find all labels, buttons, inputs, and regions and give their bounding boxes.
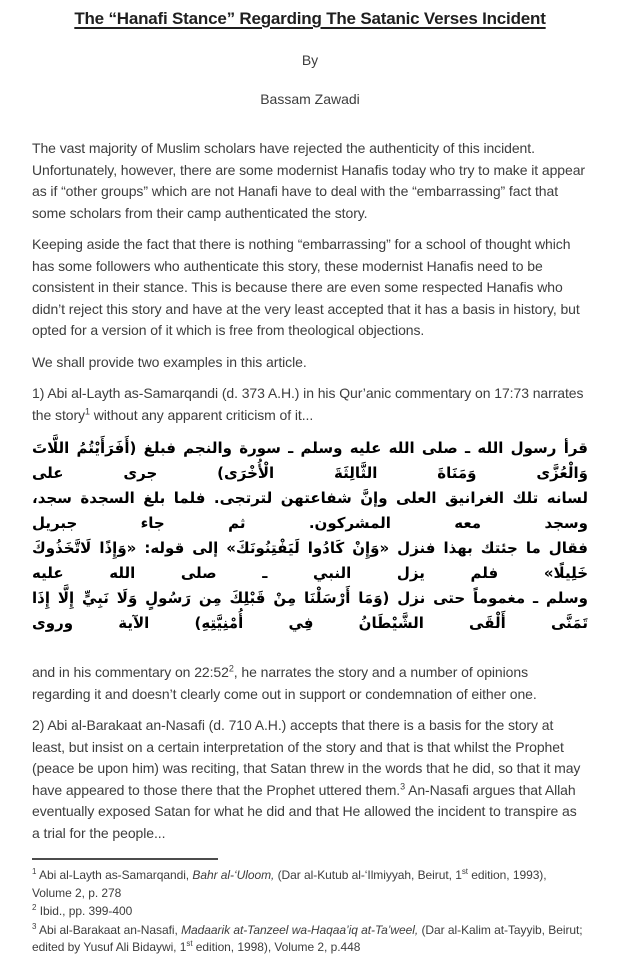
footnote-3-ordinal: st [186,939,193,948]
arabic-quote-block [32,436,588,636]
paragraph-samarqandi [32,383,588,426]
paragraph-samarqandi-text: 1) Abi al-Layth as-Samarqandi (d. 373 A.H.) in his Qur’anic commentary on 17:73 narrates the story [32,385,584,423]
footnote-ref-1: 1 [84,405,90,416]
paragraph-nasafi [32,715,588,844]
footnote-1-publisher: (Dar al-Kutub al-‘Ilmiyyah, Beirut, 1 [274,868,462,882]
paragraph-nasafi-text-cont: An-Nasafi argues that Allah eventually exposed Satan for what he did and that He allowed the incident to transpire as a trial for the people... [32,781,577,841]
footnote-1-pages: edition, 1993), Volume 2, p. 278 [32,868,547,900]
paragraph-commentary-2252 [32,662,588,705]
paragraph-commentary-text: and in his commentary on 22:52 [32,664,229,680]
footnote-3-author: Abi al-Barakaat an-Nasafi, [36,922,182,937]
paragraph-intro: The vast majority of Muslim scholars have rejected the authenticity of this incident. Unfortunately, however, there are some modernist Hanafis today who try to make it appear as if “other groups” which are not Hanafi have to deal with the “embarrassing” fact that some scholars from their camp authenticated the story. [32,140,585,221]
footnote-3-number: 3 [32,921,37,931]
footnotes-section [32,858,588,957]
footnote-3 [32,922,588,957]
footnote-1 [32,867,588,902]
arabic-quote-line-4: وسلم ـ مغموماً حتى نزل (وَمَا أَرْسَلْنَا مِنْ قَبْلِكَ مِن رَسُولٍ وَلَا نَبِيٍّ إِلَّا إِذَا تَمَنَّى أَلْقَى الشَّيْطَانُ فِي أُمْنِيَّتِهِ) الآية وروى [32,589,588,632]
footnote-1-author: Abi al-Layth as-Samarqandi, [36,868,193,882]
paragraph-commentary-text-cont: , he narrates the story and a number of opinions regarding it and doesn’t clearly come out in support or condemnation of either one. [32,664,537,702]
footnote-ref-3: 3 [400,780,406,791]
footnote-3-pages: edition, 1998), Volume 2, p.448 [192,940,361,954]
paragraph-samarqandi-text-cont: without any apparent criticism of it... [89,406,314,423]
arabic-quote-line-1: قرأ رسول الله ـ صلى الله عليه وسلم ـ سورة والنجم فبلغ (أَفَرَأَيْتُمُ اللَّاتَ وَالْعُزَّى وَمَنَاةَ الثَّالِثَةَ الْأُخْرَى) جرى على [32,439,588,482]
footnote-2 [32,903,588,921]
footnote-2-number: 2 [32,903,37,912]
arabic-quote-line-2: لسانه تلك الغرانيق العلى وإنَّ شفاعتهن لترتجى. فلما بلغ السجدة سجد، وسجد معه المشركون. ثم جاء جبريل [32,489,588,532]
footnote-separator-rule [32,858,218,860]
footnote-1-ordinal: st [461,867,468,876]
document-title: The “Hanafi Stance” Regarding The Satanic Verses Incident [74,9,546,28]
footnote-ref-2: 2 [228,663,234,674]
footnote-3-book-title: Madaarik at-Tanzeel wa-Haqaa’iq at-Ta’weel, [181,922,419,937]
paragraph-consistency: Keeping aside the fact that there is nothing “embarrassing” for a school of thought which has some followers who authenticate this story, these modernist Hanafis need to be consistent in their stance. This is because there are even some respected Hanafis who didn’t reject this story and have at the very least accepted that it has a basis in history, but opted for a version of it which is free from theological objections. [32,236,580,338]
byline-label: By [301,52,319,68]
paragraph-examples: We shall provide two examples in this article. [32,353,307,370]
author-name: Bassam Zawadi [260,91,360,107]
footnote-1-number: 1 [32,867,37,876]
footnote-3-publisher: (Dar al-Kalim at-Tayyib, Beirut; edited by Yusuf Ali Bidaywi, 1 [32,922,583,954]
footnote-2-text: Ibid., pp. 399-400 [36,904,133,918]
arabic-quote-line-3: فقال ما جئتك بهذا فنزل «وَإِنْ كَادُوا لَيَفْتِنُونَكَ» إلى قوله: «وَإِذًا لَاتَّخَذُوكَ خَلِيلًا» فلم يزل النبي ـ صلى الله عليه [32,539,588,582]
footnote-1-book-title: Bahr al-‘Uloom, [192,868,275,882]
paragraph-nasafi-text: 2) Abi al-Barakaat an-Nasafi (d. 710 A.H.) accepts that there is a basis for the story at least, but insist on a certain interpretation of the story and that is that whilst the Prophet (peace be upon him) was reciting, that Satan threw in the words that he did, so that it may have appeared to those there that the Prophet uttered them. [32,717,581,798]
